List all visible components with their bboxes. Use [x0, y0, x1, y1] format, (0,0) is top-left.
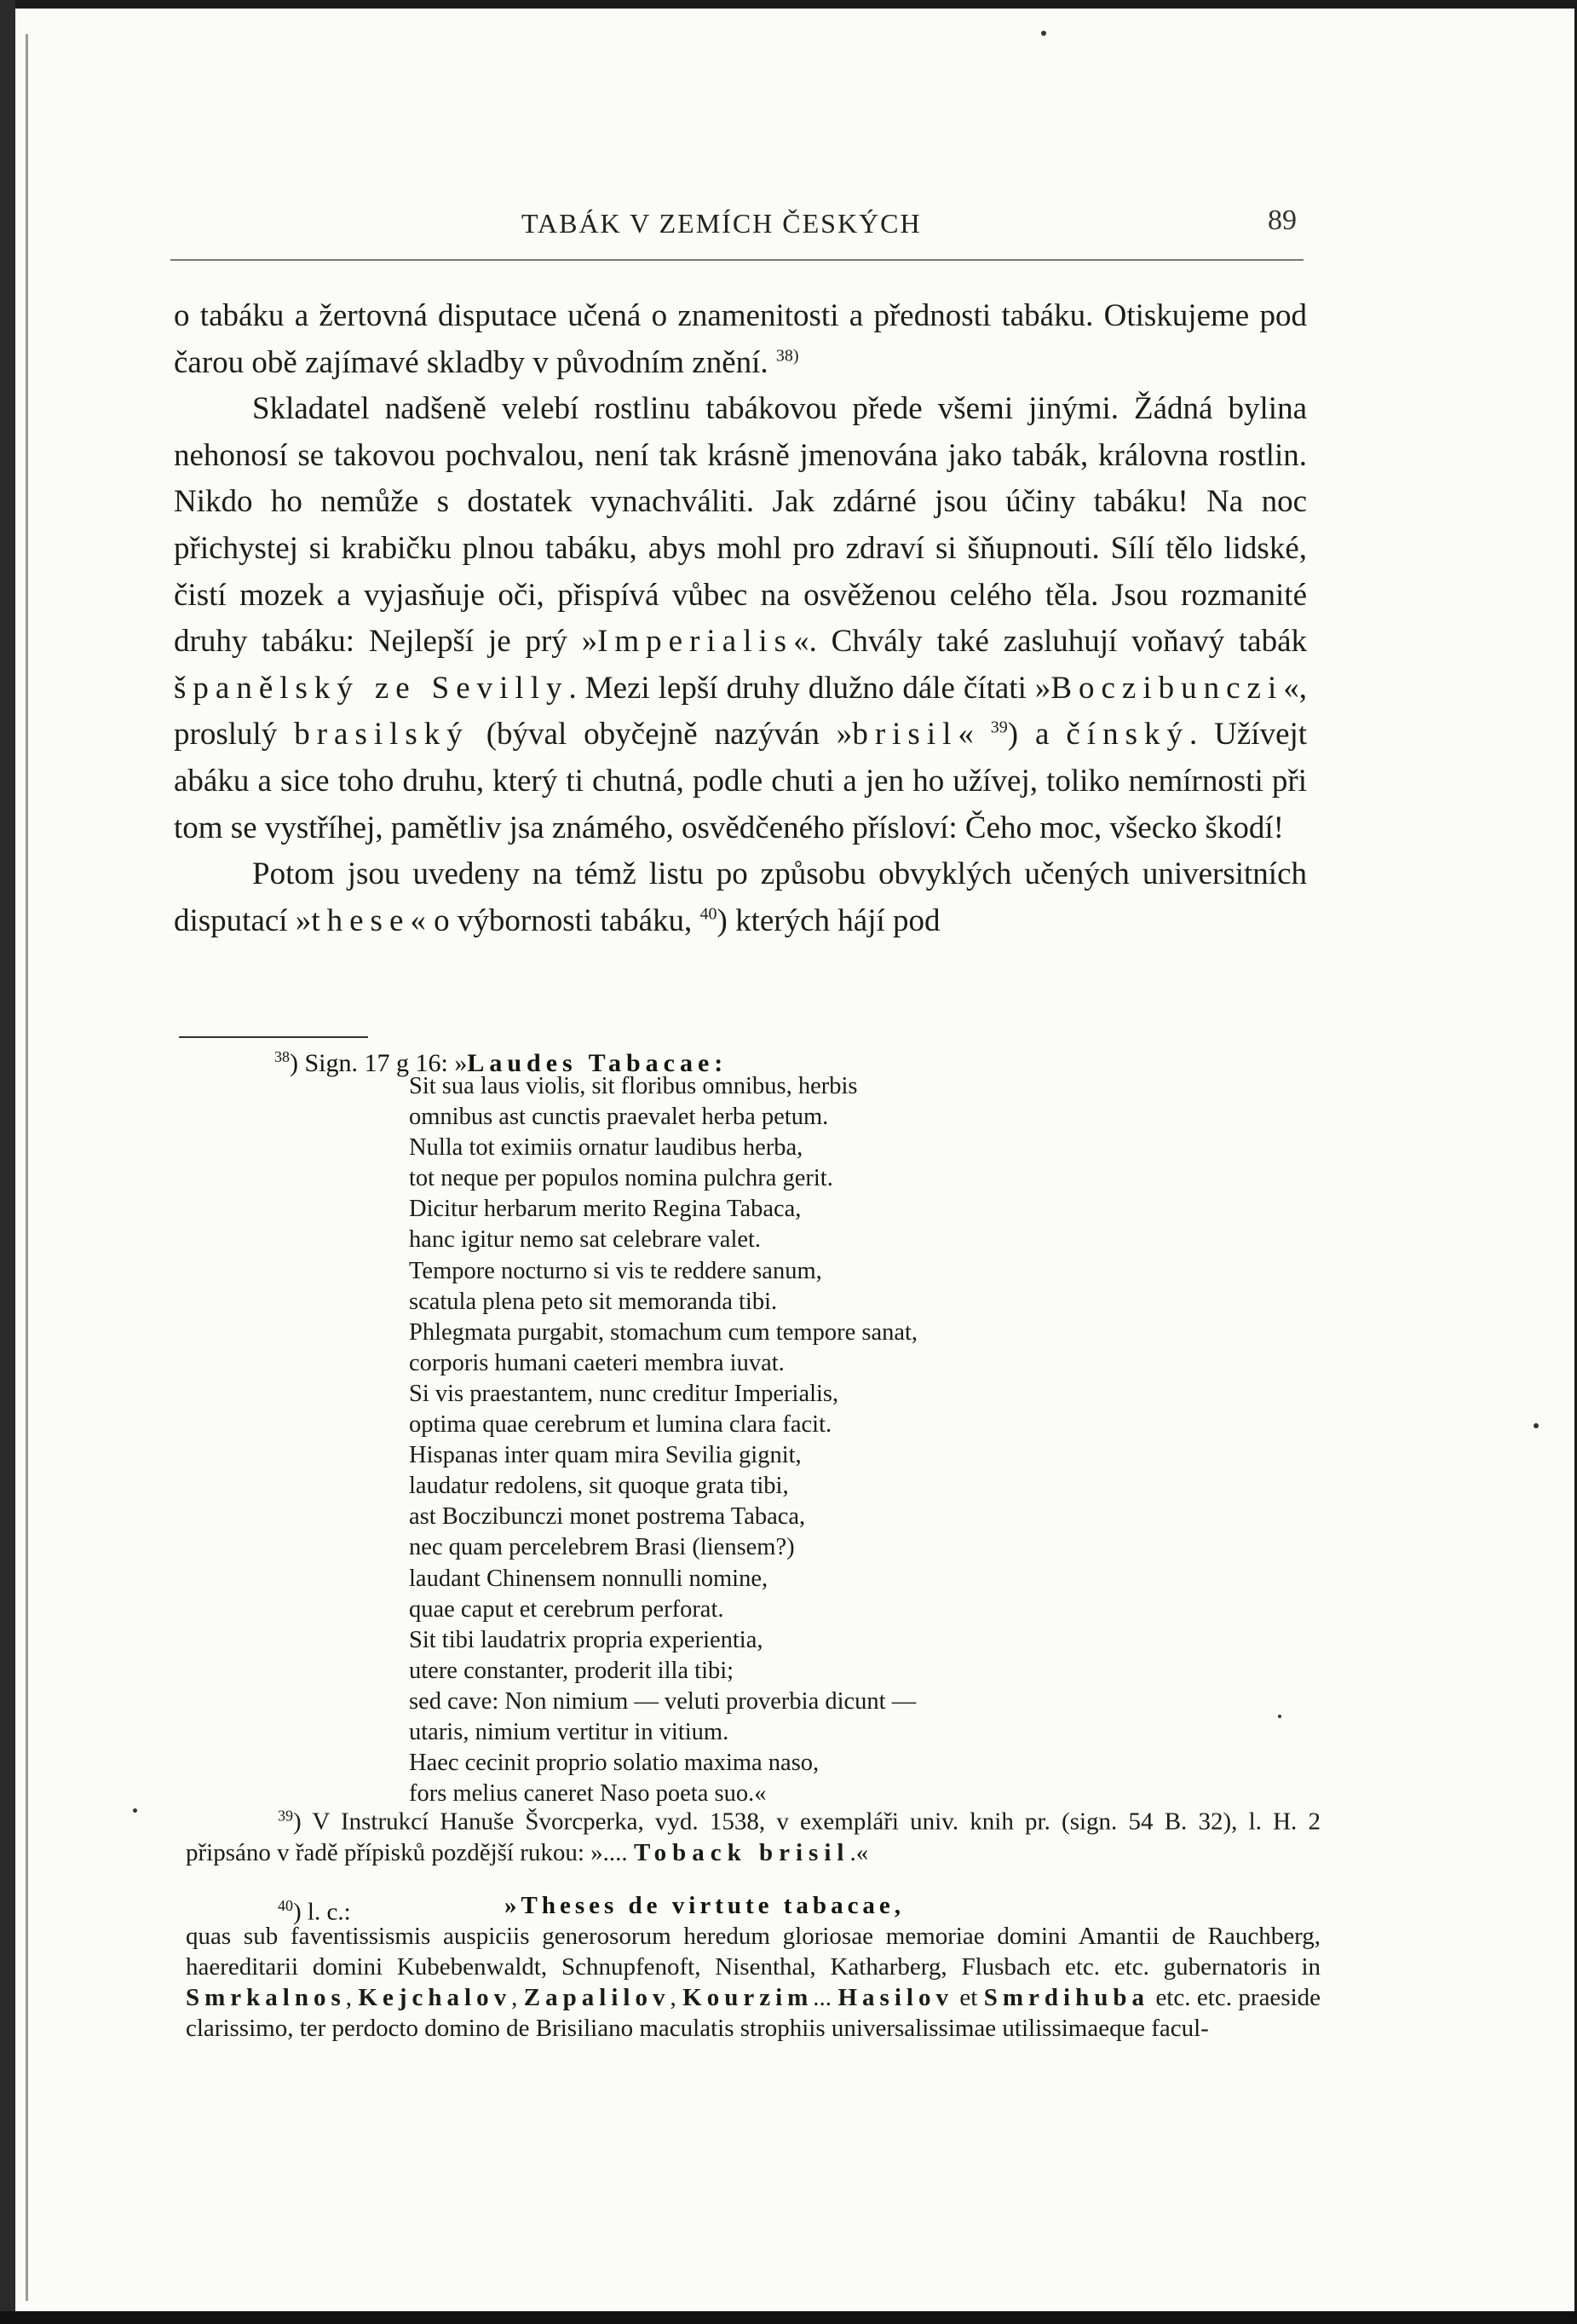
poem-line: Dicitur herbarum merito Regina Tabaca,: [409, 1196, 802, 1223]
poem-line: corporis humani caeteri membra iuvat.: [409, 1349, 785, 1376]
poem-line: nec quam percelebrem Brasi (liensem?): [409, 1534, 795, 1561]
spaced-term-spanelsky: španělský ze Sevilly: [174, 670, 569, 706]
poem-line: omnibus ast cunctis praevalet herba petum.: [409, 1104, 829, 1131]
header-rule: [170, 259, 1304, 261]
page-gutter-line: [26, 34, 28, 2301]
spaced-term-brasilsky: brasilský: [294, 717, 469, 753]
poem-line: laudatur redolens, sit quoque grata tibi,: [409, 1473, 789, 1500]
footnote-40-text: ,: [345, 1984, 353, 2011]
footnote-40-body: [186, 1921, 1321, 2044]
footnote-39-text: ) V Instrukcí Hanuše Švorcperka, vyd. 1538, v exempláři univ. knih pr. (sign. 54 B. 32), l. H. 2 připsáno v řadě přípisků pozdější rukou: »....: [186, 1808, 1321, 1866]
footnote-39-spaced-term: Toback brisil: [633, 1838, 850, 1866]
poem-line: tot neque per populos nomina pulchra gerit.: [409, 1165, 833, 1192]
running-title: TABÁK V ZEMÍCH ČESKÝCH: [521, 208, 922, 239]
poem-line: quae caput et cerebrum perforat.: [409, 1595, 724, 1623]
spaced-place-name: Kejchalov: [358, 1984, 512, 2011]
paragraph-2-text: «: [958, 717, 974, 753]
poem-line: Tempore nocturno si vis te reddere sanum,: [409, 1257, 822, 1284]
spaced-term-these: these: [311, 902, 411, 938]
scan-border-bottom: [0, 2311, 1577, 2324]
paragraph-2-text: . Užívejt abáku a sice toho druhu, který ti chutná, podle chuti a jen ho užívej, toliko nemírnosti při tom se vystříhej, pamětliv jsa známého, osvědčeného přísloví: Čeho moc, všecko škodí!: [174, 717, 1308, 845]
poem-line: hanc igitur nemo sat celebrare valet.: [409, 1226, 762, 1254]
paragraph-3-text: Potom jsou uvedeny na témž listu po způsobu obvyklých učených universitních disputací »: [174, 856, 1307, 938]
spaced-term-cinsky: čínský: [1066, 717, 1189, 753]
paragraph-2-text: ) a: [1007, 717, 1050, 753]
paragraph-1: [174, 293, 1307, 386]
scan-speck: [133, 1808, 137, 1813]
spaced-term-imperialis: Imperialis: [597, 624, 794, 660]
spaced-place-name: Hasilov: [837, 1984, 953, 2011]
footnote-number: 38: [274, 1048, 290, 1065]
footnote-rule: [179, 1036, 368, 1038]
paragraph-2: [174, 386, 1307, 851]
footnote-ref-number: 38: [775, 346, 793, 366]
poem-line: Hispanas inter quam mira Sevilia gignit,: [409, 1442, 802, 1469]
spaced-term-boczibunczi: Boczibunczi: [1050, 670, 1284, 706]
poem-line: Si vis praestantem, nunc creditur Imperialis,: [409, 1380, 839, 1407]
main-text: [174, 293, 1307, 944]
paragraph-3-text: ) kterých hájí pod: [717, 902, 941, 938]
footnote-38-poem: [409, 1071, 1091, 1809]
spaced-place-name: Smrkalnos: [186, 1984, 346, 2011]
poem-line: Sit tibi laudatrix propria experientia,: [409, 1626, 763, 1653]
footnote-39-text: .«: [849, 1838, 869, 1866]
footnote-ref-40: 40: [699, 904, 717, 924]
footnote-40-text: ...: [813, 1984, 832, 2011]
paragraph-2-text: «. Chvály také zasluhují voňavý tabák: [793, 624, 1307, 660]
poem-line: optima quae cerebrum et lumina clara facit.: [409, 1411, 832, 1439]
poem-line: utere constanter, proderit illa tibi;: [409, 1657, 734, 1684]
poem-line: fors melius caneret Naso poeta suo.«: [409, 1780, 767, 1808]
footnote-40-title: »Theses de virtute tabacae,: [504, 1892, 906, 1919]
poem-line: Sit sua laus violis, sit floribus omnibus, herbis: [409, 1073, 858, 1099]
footnote-39: [186, 1800, 1321, 1868]
poem-line: utaris, nimium vertitur in vitium.: [409, 1718, 729, 1745]
paragraph-2-text: «, proslulý: [174, 670, 1307, 753]
footnote-40-text: et: [959, 1984, 978, 2011]
scan-speck: [1534, 1423, 1539, 1428]
paragraph-3: [174, 851, 1307, 944]
footnote-ref-39: 39: [990, 718, 1008, 738]
poem-line: scatula plena peto sit memoranda tibi.: [409, 1288, 778, 1315]
footnote-40-text: ,: [670, 1984, 676, 2011]
spaced-term-brisil: brisil: [852, 717, 958, 753]
footnote-40-text: etc. etc. praeside clarissimo, ter perdocto domino de Brisiliano maculatis strophiis universalissimae utilissimaeque facul-: [186, 1984, 1321, 2042]
poem-line: sed cave: Non nimium — veluti proverbia dicunt —: [409, 1687, 917, 1715]
paragraph-3-text: « o výbornosti tabáku,: [410, 902, 693, 938]
footnote-40-text: quas sub faventissismis auspiciis generosorum heredum gloriosae memoriae domini Amantii de Rauchberg, haereditarii domini Kubebenwaldt, Schnupfenoft, Nisenthal, Katharberg, Flusbach etc. etc. gubernatoris in: [186, 1923, 1321, 1981]
footnote-signature: ) Sign. 17 g 16: »: [290, 1049, 468, 1077]
footnote-poem-title: Laudes Tabacae:: [467, 1049, 728, 1077]
scan-speck: [1041, 31, 1046, 36]
poem-line: Haec cecinit proprio solatio maxima naso,: [409, 1750, 820, 1777]
poem-line: laudant Chinensem nonnulli nomine,: [409, 1565, 768, 1592]
paragraph-2-text: Skladatel nadšeně velebí rostlinu tabákovou přede všemi jinými. Žádná bylina nehonosí se takovou pochvalou, není tak krásně jmenována jako tabák, královna rostlin. Nikdo ho nemůže s dostatek vynachváliti. Jak zdárné jsou účiny tabáku! Na noc přichystej si krabičku plnou tabáku, abys mohl pro zdraví si šňupnouti. Sílí tělo lidské, čistí mozek a vyjasňuje oči, přispívá vůbec na osvěženou celého těla. Jsou rozmanité druhy tabáku: Nejlepší je prý »: [174, 391, 1307, 660]
scan-speck: [1278, 1715, 1281, 1718]
footnote-number: 40: [278, 1897, 293, 1914]
footnote-40-text: ,: [511, 1984, 518, 2011]
spaced-place-name: Kourzim: [682, 1984, 814, 2011]
scan-border-left: [0, 0, 15, 2324]
page-number: 89: [1268, 205, 1297, 236]
footnote-number: 39: [278, 1807, 293, 1824]
footnote-ref-38: 38): [775, 346, 799, 366]
poem-line: ast Boczibunczi monet postrema Tabaca,: [409, 1503, 806, 1531]
poem-line: Phlegmata purgabit, stomachum cum tempore sanat,: [409, 1318, 918, 1346]
poem-line: Nulla tot eximiis ornatur laudibus herba,: [409, 1134, 803, 1162]
spaced-place-name: Smrdihuba: [983, 1984, 1149, 2011]
footnote-40-loc: ) l. c.:: [293, 1898, 351, 1926]
paragraph-2-text: . Mezi lepší druhy dlužno dále čítati »: [568, 670, 1051, 706]
paragraph-1-text: o tabáku a žertovná disputace učená o znamenitosti a přednosti tabáku. Otiskujeme pod čarou obě zajímavé skladby v původním znění.: [174, 298, 1307, 380]
spaced-place-name: Zapalilov: [523, 1984, 671, 2011]
paragraph-2-text: (býval obyčejně nazýván »: [486, 717, 853, 753]
scan-border-top: [0, 0, 1577, 9]
